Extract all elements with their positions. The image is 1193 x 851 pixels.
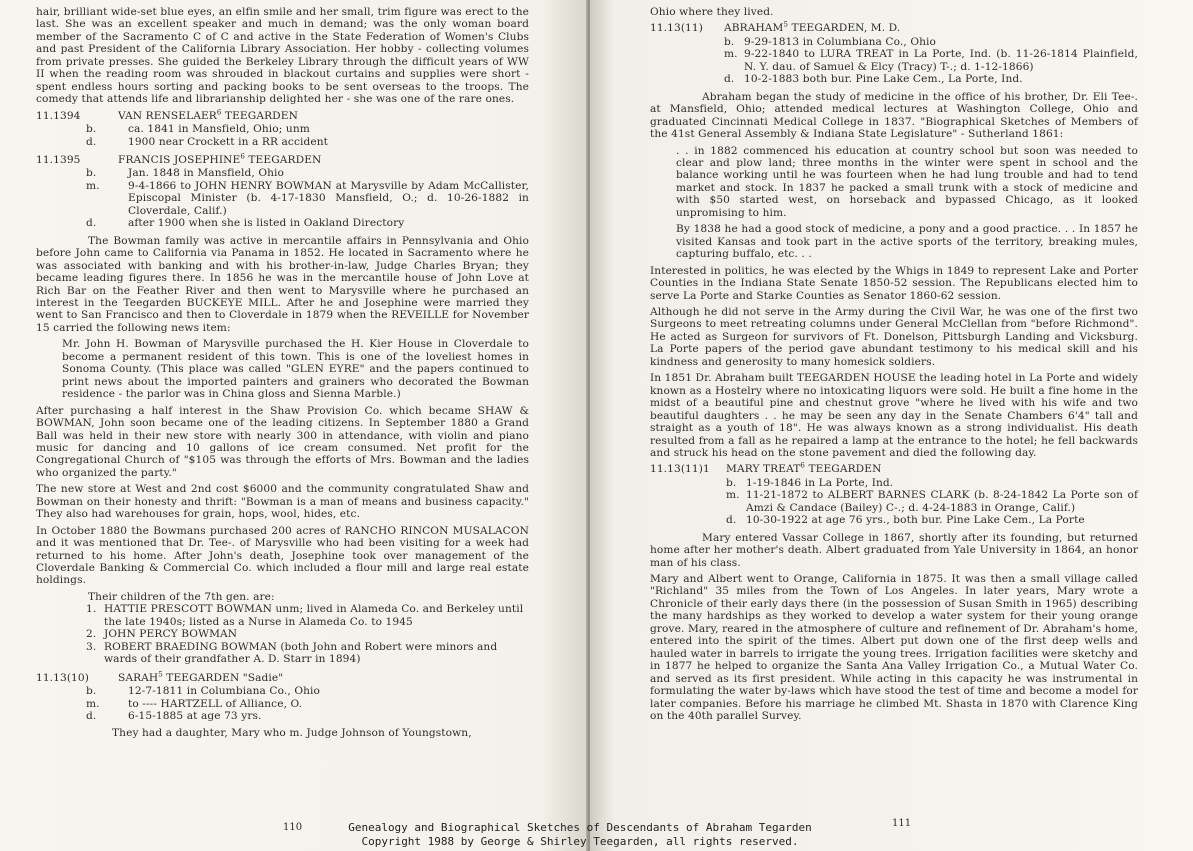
footer-title-line: Genealogy and Biographical Sketches of Descendants of Abraham Tegarden	[348, 821, 812, 834]
record-event	[36, 180, 529, 217]
record-event	[650, 514, 1138, 526]
child-number: 2.	[86, 628, 97, 641]
quoted-passage: By 1838 he had a good stock of medicine, a pony and a good practice. . . In 1857 he visited Kansas and took part in the active sports of the territory, breaking mules, capturing buffalo, etc. . .	[676, 223, 1138, 261]
event-text: 6-15-1885 at age 73 yrs.	[128, 710, 262, 723]
event-tag: b.	[86, 123, 97, 136]
child-entry	[36, 641, 529, 666]
event-text: 9-29-1813 in Columbiana Co., Ohio	[744, 35, 936, 48]
record-name: FRANCIS JOSEPHINE	[118, 153, 241, 166]
record-event	[36, 167, 529, 179]
record-event	[650, 477, 1138, 489]
record-heading	[36, 672, 529, 684]
record-event	[650, 48, 1138, 73]
body-paragraph: The new store at West and 2nd cost $6000 and the community congratulated Shaw and Bowman on their honesty and thrift: "Bowman is a man of means and business capacity." They also had warehouses for grain, hops, wool, hides, etc.	[36, 483, 529, 521]
generation-number: 6	[240, 152, 245, 161]
record-heading	[36, 110, 529, 122]
record-event	[36, 710, 529, 722]
record-surname: TEEGARDEN "Sadie"	[162, 671, 284, 684]
right-page	[590, 0, 1193, 851]
body-paragraph: Abraham began the study of medicine in the office of his brother, Dr. Eli Tee-. at Mansfield, Ohio; attended medical lectures at Washington College, Ohio and graduated Cincinnati Medical College in 1837. "Biographical Sketches of Members of the 41st General Assembly & Indiana State Legislature" - Sutherland 1861:	[650, 90, 1138, 141]
child-entry	[36, 603, 529, 628]
left-page	[0, 0, 588, 851]
record-surname: TEEGARDEN, M. D.	[788, 22, 901, 35]
record-name: SARAH	[118, 671, 159, 684]
record-id: 11.1394	[36, 109, 81, 122]
child-text: JOHN PERCY BOWMAN	[104, 628, 238, 641]
event-tag: b.	[724, 35, 735, 48]
generation-number: 5	[158, 670, 163, 679]
page-number: 111	[892, 818, 912, 829]
body-paragraph: After purchasing a half interest in the Shaw Provision Co. which became SHAW & BOWMAN, John soon became one of the leading citizens. In September 1880 a Grand Ball was held in their new store with nearly 300 in attendance, with violin and piano music for dancing and 10 gallons of ice cream consumed. Net profit for the Congregational Church of "$105 was through the efforts of Mrs. Bowman and the ladies who organized the party."	[36, 404, 529, 479]
record-name: VAN RENSELAER	[118, 109, 217, 122]
body-paragraph: Mary entered Vassar College in 1867, shortly after its founding, but returned home after her mother's death. Albert graduated from Yale University in 1864, an honor man of his class.	[650, 531, 1138, 569]
generation-number: 6	[216, 108, 222, 117]
intro-paragraph: hair, brilliant wide-set blue eyes, an elfin smile and her small, trim figure was erect to the last. She was an excellent speaker and much in demand; was the only woman board member of the Sacramento C of C and active in the State Federation of Women's Clubs and past President of the California Library Association. Her hobby - collecting volumes from private presses. She guided the Berkeley Library through the difficult years of WW II when the reading room was shrouded in blackout curtains and supplies were short - spent endless hours sorting and packing books to be sent overseas to the troops. The comedy that attends life and librarianship delighted her - she was one of the rare ones.	[36, 6, 529, 106]
event-tag: d.	[724, 73, 735, 86]
record-surname: TEEGARDEN	[221, 109, 298, 122]
record-heading	[650, 22, 1138, 34]
quoted-passage: . . in 1882 commenced his education at country school but soon was needed to clear and plow land; three months in the winter were spent in school and the balance working until he was fourteen when he had lung trouble and had to tend market and stock. In 1837 he packed a small trunk with a stock of medicine and with $50 started west, on horseback and bypassed Chicago, as it looked unpromising to him.	[676, 144, 1138, 219]
record-surname: TEEGARDEN	[244, 153, 322, 166]
event-tag: m.	[724, 48, 738, 61]
event-text: Jan. 1848 in Mansfield, Ohio	[128, 167, 285, 180]
quoted-news-item: Mr. John H. Bowman of Marysville purchased the H. Kier House in Cloverdale to become a permanent resident of this town. This is one of the loveliest homes in Sonoma County. (This place was called "GLEN EYRE" and the papers continued to print news about the imported painters and grainers who decorated the Bowman residence - the parlor was in China gloss and Sienna Marble.)	[62, 338, 529, 401]
event-tag: m.	[86, 179, 100, 192]
record-event	[36, 123, 529, 135]
record-id: 11.13(11)1	[650, 463, 710, 476]
child-number: 1.	[86, 603, 97, 616]
event-tag: m.	[726, 489, 740, 502]
event-tag: d.	[726, 514, 737, 527]
record-name: ABRAHAM	[724, 22, 784, 35]
record-event	[650, 36, 1138, 48]
record-event	[650, 489, 1138, 514]
body-paragraph: In October 1880 the Bowmans purchased 200 acres of RANCHO RINCON MUSALACON and it was mentioned that Dr. Tee-. of Marysville who had been visiting for a week had returned to his home. After John's death, Josephine took over management of the Cloverdale Banking & Commercial Co. which included a flour mill and large real estate holdings.	[36, 524, 529, 587]
continuation-line: Ohio where they lived.	[650, 6, 774, 18]
event-text: 1900 near Crockett in a RR accident	[128, 135, 329, 148]
event-tag: d.	[86, 217, 97, 230]
body-paragraph: Mary and Albert went to Orange, California in 1875. It was then a small village called "Richland" 35 miles from the Town of Los Angeles. In later years, Mary wrote a Chronicle of their early days there (in the possession of Susan Smith in 1965) describing the many hardships as they worked to develop a water system for their young orange grove. Mary, reared in the atmosphere of culture and refinement of Dr. Abraham's home, entered into the spirit of the times. Albert put down one of the first deep wells and hauled water in barrels to irrigate the young trees. Irrigation facilities were sketchy and in 1877 he helped to organize the Santa Ana Valley Irrigation Co., a Mutual Water Co. and served as its first president. While acting in this capacity he was instrumental in formulating the water by-laws which have stood the test of time and become a model for later companies. Before his marriage he climbed Mt. Shasta in 1870 with Clarence King on the 40th parallel Survey.	[650, 573, 1138, 723]
record-id: 11.13(10)	[36, 671, 89, 684]
record-surname: TEEGARDEN	[804, 463, 882, 476]
body-paragraph: Interested in politics, he was elected by the Whigs in 1849 to represent Lake and Porter Counties in the Indiana State Senate 1850-52 session. The Republicans elected him to serve La Porte and Starke Counties as Senator 1860-62 session.	[650, 264, 1138, 302]
footer-copyright-line: Copyright 1988 by George & Shirley Teegarden, all rights reserved.	[361, 835, 799, 848]
child-text: HATTIE PRESCOTT BOWMAN unm; lived in Alameda Co. and Berkeley until the late 1940s; listed as a Nurse in Alameda Co. to 1945	[104, 603, 524, 628]
children-intro: Their children of the 7th gen. are:	[88, 590, 275, 603]
left-column	[36, 6, 529, 744]
record-event	[36, 698, 529, 710]
generation-number: 6	[800, 461, 805, 470]
event-text: 12-7-1811 in Columbiana Co., Ohio	[128, 685, 320, 698]
body-paragraph: The Bowman family was active in mercantile affairs in Pennsylvania and Ohio before John came to California via Panama in 1852. He located in Sacramento where he was associated with banking and with his brother-in-law, Judge Charles Bryan; they became leading figures there. In 1856 he was in the mercantile house of John Love at Rich Bar on the Feather River and then went to Marysville where he purchased an interest in the Teegarden BUCKEYE MILL. After he and Josephine were married they went to San Francisco and then to Cloverdale in 1879 when the REVEILLE for November 15 carried the following news item:	[36, 234, 529, 334]
event-tag: b.	[726, 476, 737, 489]
body-paragraph: Although he did not serve in the Army during the Civil War, he was one of the first two Surgeons to meet retreating columns under General McClellan from "before Richmond". He acted as Surgeon for survivors of Ft. Donelson, Pittsburgh Landing and Vicksburg. La Porte papers of the period gave abundant testimony to his medical skill and his kindness and generosity to many homesick soldiers.	[650, 305, 1138, 368]
event-tag: d.	[86, 135, 97, 148]
child-number: 3.	[86, 640, 97, 653]
event-text: 9-22-1840 to LURA TREAT in La Porte, Ind. (b. 11-26-1814 Plainfield, N. Y. dau. of Samuel & Elcy (Tracy) T-.; d. 1-12-1866)	[744, 48, 1138, 73]
event-text: 10-30-1922 at age 76 yrs., both bur. Pine Lake Cem., La Porte	[746, 514, 1085, 527]
right-column	[650, 6, 1138, 726]
event-text: 10-2-1883 both bur. Pine Lake Cem., La Porte, Ind.	[744, 73, 1023, 86]
event-tag: m.	[86, 697, 100, 710]
child-entry	[36, 628, 529, 640]
record-name: MARY TREAT	[726, 463, 801, 476]
body-paragraph: They had a daughter, Mary who m. Judge Johnson of Youngstown,	[112, 727, 472, 740]
event-text: 1-19-1846 in La Porte, Ind.	[746, 476, 894, 489]
event-tag: d.	[86, 710, 97, 723]
record-event	[36, 136, 529, 148]
record-event	[650, 73, 1138, 85]
record-id: 11.1395	[36, 153, 81, 166]
event-tag: b.	[86, 685, 97, 698]
record-event	[36, 217, 529, 229]
record-event	[36, 685, 529, 697]
body-paragraph: In 1851 Dr. Abraham built TEEGARDEN HOUSE the leading hotel in La Porte and widely known as a Hostelry where no intoxicating liquors were sold. He built a fine home in the midst of a beautiful pine and chestnut grove "where he lived with his wife and two beautiful daughters . . he may be seen any day in the Senate Chambers 6'4" tall and straight as a youth of 18". He was always known as a strong individualist. His death resulted from a fall as he repaired a lamp at the entrance to the hotel; he fell backwards and struck his head on the stone pavement and died the following day.	[650, 372, 1138, 459]
event-tag: b.	[86, 167, 97, 180]
record-heading	[650, 463, 1138, 475]
event-text: 11-21-1872 to ALBERT BARNES CLARK (b. 8-24-1842 La Porte son of Amzi & Candace (Bailey) C-.; d. 4-24-1883 in Orange, Calif.)	[746, 489, 1138, 514]
page-number: 110	[283, 822, 303, 833]
record-id: 11.13(11)	[650, 22, 703, 35]
child-text: ROBERT BRAEDING BOWMAN (both John and Robert were minors and wards of their grandfather A. D. Starr in 1894)	[104, 640, 498, 666]
copyright-footer	[300, 821, 860, 849]
event-text: after 1900 when she is listed in Oakland Directory	[128, 217, 405, 230]
event-text: ca. 1841 in Mansfield, Ohio; unm	[128, 123, 310, 136]
event-text: to ---- HARTZELL of Alliance, O.	[128, 697, 303, 710]
event-text: 9-4-1866 to JOHN HENRY BOWMAN at Marysville by Adam McCallister, Episcopal Minister (b. 4-17-1830 Mansfield, O.; d. 10-26-1882 in Cloverdale, Calif.)	[128, 179, 529, 217]
record-heading	[36, 154, 529, 166]
generation-number: 5	[783, 20, 789, 29]
